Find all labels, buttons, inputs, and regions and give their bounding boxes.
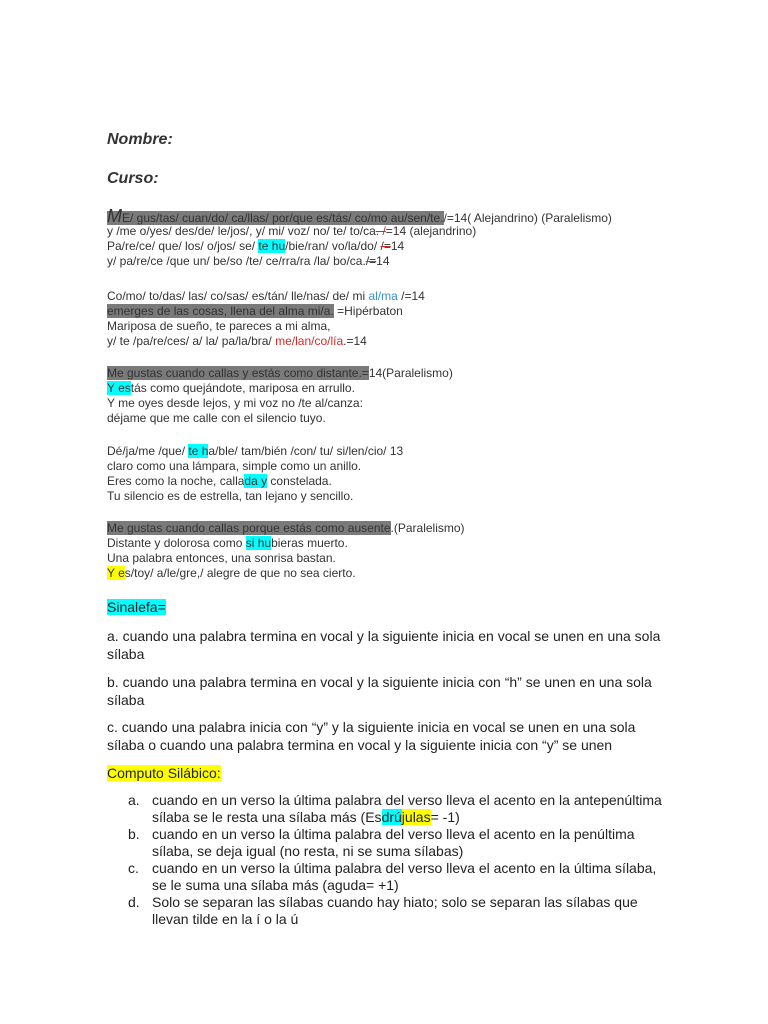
highlight-cyan: Y es xyxy=(107,381,131,395)
highlight-yellow: julas xyxy=(401,809,431,825)
verse-line: emerges de las cosas, llena del alma mi/a. =Hipérbaton xyxy=(107,304,403,318)
blue-text: al/ma xyxy=(368,289,398,303)
verse-line: Eres como la noche, callada y constelada. xyxy=(107,474,332,488)
highlight-gray: Me gustas cuando callas porque estás como ausente xyxy=(107,521,391,535)
verse-line: y/ pa/re/ce /que un/ be/so /te/ ce/rra/ra /la/ bo/ca./=14 xyxy=(107,254,390,268)
verse-line: Y me oyes desde lejos, y mi voz no /te al/canza: xyxy=(107,396,363,410)
sinalefa-rule-b: b. cuando una palabra termina en vocal y la siguiente inicia con “h” se unen en una sola sílaba xyxy=(107,674,652,708)
highlight-cyan: da y xyxy=(244,474,268,488)
verse-line: Y es/toy/ a/le/gre,/ alegre de que no sea cierto. xyxy=(107,566,356,580)
verse-line: y/ te /pa/re/ces/ a/ la/ pa/la/bra/ me/lan/co/lía.=14 xyxy=(107,334,367,348)
highlight-yellow: Y e xyxy=(107,566,125,580)
highlight-gray: emerges de las cosas, llena del alma mi/a. xyxy=(107,304,334,318)
computo-list xyxy=(107,792,667,928)
highlight-cyan: drú xyxy=(381,809,402,825)
verse-line: Me gustas cuando callas y estás como distante.=14(Paralelismo) xyxy=(107,366,453,380)
list-item: b. cuando en un verso la última palabra del verso lleva el acento en la penúltima sílaba, se deja igual (no resta, ni se suma sílabas) xyxy=(128,826,635,859)
highlight-cyan: te hu xyxy=(258,239,286,253)
sinalefa-rule-c: c. cuando una palabra inicia con “y” y la siguiente inicia en vocal se unen en una sola sílaba o cuando una palabra termina en vocal y la siguiente inicia con “y” se unen xyxy=(107,719,636,753)
stanza-1 xyxy=(107,206,612,269)
sinalefa-rule-a: a. cuando una palabra termina en vocal y la siguiente inicia en vocal se unen en una sola sílaba xyxy=(107,628,661,662)
verse-line: déjame que me calle con el silencio tuyo. xyxy=(107,411,326,425)
correction-mark: /= xyxy=(365,254,377,268)
list-item: a. cuando en un verso la última palabra del verso lleva el acento en la antepenúltima sílaba se le resta una sílaba más (Esdrújulas= -1) xyxy=(128,792,662,825)
verse-line: Dé/ja/me /que/ te ha/ble/ tam/bién /con/ tu/ si/len/cio/ 13 xyxy=(107,444,404,458)
verse-line: ME/ gus/tas/ cuan/do/ ca/llas/ por/que es/tás/ co/mo au/sen/te./=14( Alejandrino) (Paralelismo) xyxy=(107,206,612,226)
sinalefa-heading: Sinalefa= xyxy=(107,599,166,615)
stanza-4 xyxy=(107,444,403,504)
highlight-cyan: te h xyxy=(188,444,209,458)
list-item: c. cuando en un verso la última palabra del verso lleva el acento en la última sílaba, se le suma una sílaba más (aguda= +1) xyxy=(128,860,657,893)
stanza-5 xyxy=(107,521,465,581)
verse-line: Pa/re/ce/ que/ los/ o/jos/ se/ te hu/bie/ran/ vo/la/do/ /=14 xyxy=(107,239,405,253)
list-item: d. Solo se separan las sílabas cuando hay hiato; solo se separan las sílabas que llevan tilde en la í o la ú xyxy=(128,894,638,927)
drop-letter: M xyxy=(107,206,122,226)
correction-mark: . / xyxy=(375,224,386,238)
verse-line: y /me o/yes/ des/de/ le/jos/, y/ mi/ voz/ no/ te/ to/ca. /=14 (alejandrino) xyxy=(107,224,477,238)
highlight-cyan: si hu xyxy=(245,536,272,550)
verse-line: Tu silencio es de estrella, tan lejano y sencillo. xyxy=(107,489,354,503)
curso-label: Curso: xyxy=(107,170,159,187)
nombre-label: Nombre: xyxy=(107,131,173,148)
red-text: me/lan/co/lía xyxy=(275,334,344,348)
verse-line: Y estás como quejándote, mariposa en arrullo. xyxy=(107,381,355,395)
verse-line: Distante y dolorosa como si hubieras muerto. xyxy=(107,536,348,550)
verse-line: Me gustas cuando callas porque estás como ausente.(Paralelismo) xyxy=(107,521,465,535)
verse-line: Co/mo/ to/das/ las/ co/sas/ es/tán/ lle/nas/ de/ mi al/ma /=14 xyxy=(107,289,425,303)
stanza-3 xyxy=(107,366,453,426)
stanza-2 xyxy=(107,289,425,349)
correction-mark: /= xyxy=(380,239,391,253)
highlight-gray: Me gustas cuando callas y estás como distante.= xyxy=(107,366,369,380)
verse-line: Mariposa de sueño, te pareces a mi alma, xyxy=(107,319,331,333)
verse-line: claro como una lámpara, simple como un anillo. xyxy=(107,459,362,473)
computo-heading: Computo Silábico: xyxy=(107,765,221,781)
verse-line: Una palabra entonces, una sonrisa bastan. xyxy=(107,551,336,565)
